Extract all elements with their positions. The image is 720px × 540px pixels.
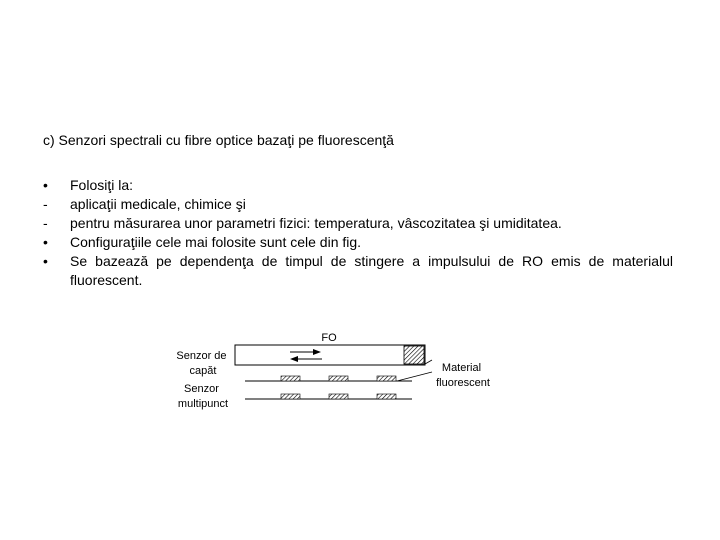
fluorescent-segment — [329, 394, 348, 399]
bullet-marker: • — [43, 177, 48, 193]
fluorescent-segment — [281, 394, 300, 399]
fluorescent-segment — [329, 376, 348, 381]
bullet-text: Folosiţi la: — [70, 177, 134, 193]
bullet-text: aplicaţii medicale, chimice şi — [70, 196, 246, 212]
multipoint-sensor-label: Senzor multipunct — [177, 383, 229, 410]
fluorescent-segment — [377, 394, 396, 399]
optical-fiber — [235, 345, 425, 365]
bullet-text: pentru măsurarea unor parametri fizici: temperatura, vâscozitatea şi umiditatea. — [70, 215, 562, 231]
bullet-marker: • — [43, 253, 48, 269]
leader-line — [397, 372, 432, 381]
bullet-marker: • — [43, 234, 48, 250]
fluorescent-material-label: Material fluorescent — [436, 362, 490, 389]
fluorescent-segment — [281, 376, 300, 381]
bullet-text: Configuraţiile cele mai folosite sunt cele din fig. — [70, 234, 362, 250]
dash-marker: - — [43, 196, 48, 212]
leader-line — [425, 360, 432, 364]
section-heading: c) Senzori spectrali cu fibre optice bazaţi pe fluorescenţă — [43, 132, 394, 148]
dash-marker: - — [43, 215, 48, 231]
end-sensor-label: Senzor de capăt — [176, 350, 227, 377]
fo-label: FO — [321, 332, 337, 344]
fluorescent-tip — [404, 346, 424, 364]
fluorescent-segment — [377, 376, 396, 381]
bullet-text: Se bazează pe dependenţa de timpul de stingere a impulsului de RO emis de materialul fluorescent. — [70, 253, 673, 288]
